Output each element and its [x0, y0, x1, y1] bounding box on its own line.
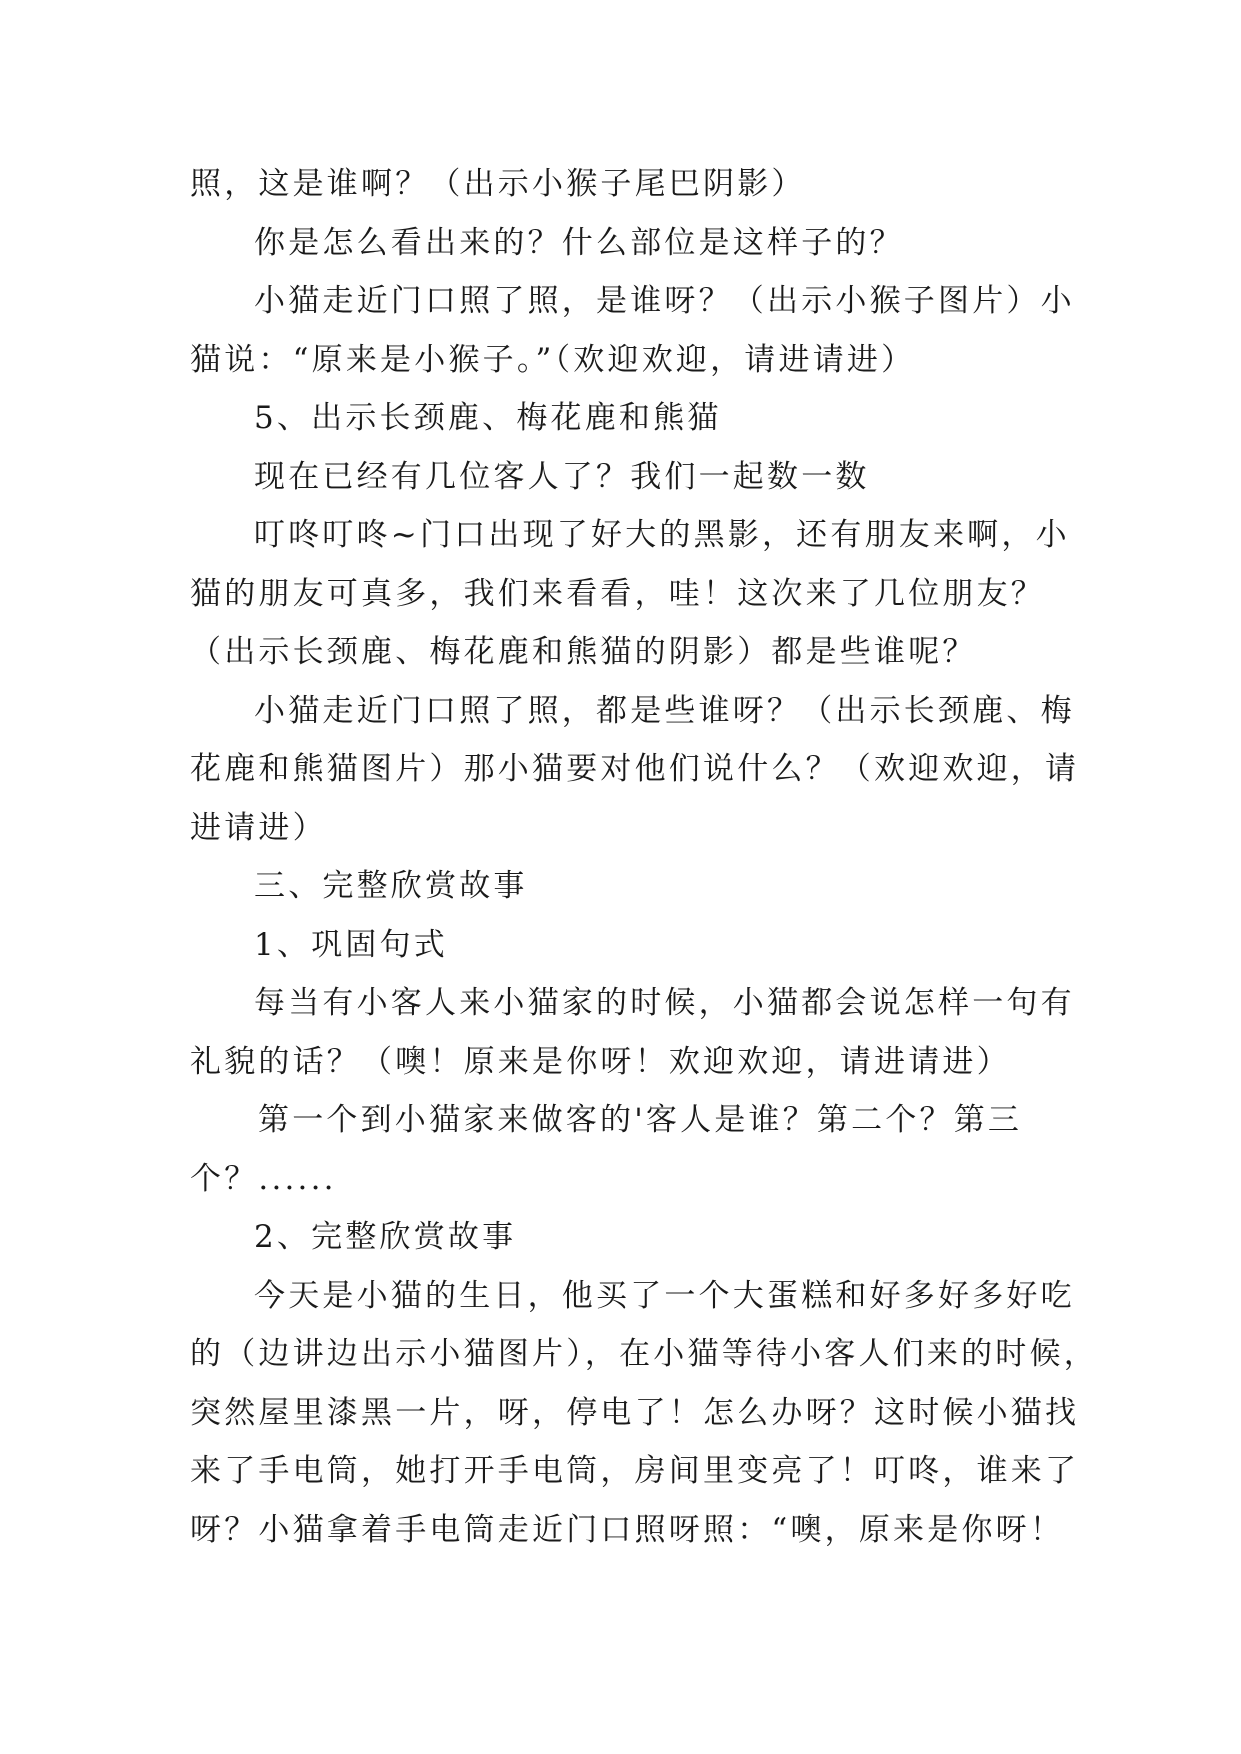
document-body [190, 155, 1098, 1559]
text-line: 现在已经有几位客人了？我们一起数一数 [254, 458, 870, 495]
text-line: 突然屋里漆黑一片，呀，停电了！怎么办呀？这时候小猫找 [190, 1394, 1080, 1431]
section-heading: 5、出示长颈鹿、梅花鹿和熊猫 [254, 400, 722, 436]
text-line: 猫的朋友可真多，我们来看看，哇！这次来了几位朋友？ [190, 575, 1045, 612]
text-line: 照，这是谁啊？（出示小猴子尾巴阴影） [190, 166, 806, 202]
text-line: 花鹿和熊猫图片）那小猫要对他们说什么？（欢迎欢迎，请 [190, 751, 1080, 787]
section-heading: 2、完整欣赏故事 [254, 1219, 517, 1255]
text-line: 进请进） [190, 809, 327, 846]
section-heading: 1、巩固句式 [254, 926, 448, 963]
text-line: 今天是小猫的生日，他买了一个大蛋糕和好多好多好吃 [254, 1277, 1075, 1314]
text-line: 礼貌的话？（噢！原来是你呀！欢迎欢迎，请进请进） [190, 1043, 1011, 1080]
text-line: 个？...... [190, 1160, 337, 1197]
text-line: 的（边讲边出示小猫图片），在小猫等待小客人们来的时候， [190, 1336, 1098, 1372]
text-line: 小猫走近门口照了照，都是些谁呀？（出示长颈鹿、梅 [254, 692, 1075, 729]
text-line: 来了手电筒，她打开手电筒，房间里变亮了！叮咚，谁来了 [190, 1453, 1080, 1489]
text-line: 第一个到小猫家来做客的'客人是谁？第二个？第三 [258, 1102, 1023, 1138]
text-line: 叮咚叮咚~门口出现了好大的黑影，还有朋友来啊，小 [254, 517, 1070, 553]
text-line: 呀？小猫拿着手电筒走近门口照呀照：“噢，原来是你呀！ [190, 1511, 1065, 1548]
text-line: 你是怎么看出来的？什么部位是这样子的？ [254, 224, 904, 261]
text-line: 小猫走近门口照了照，是谁呀？（出示小猴子图片）小 [254, 283, 1075, 319]
text-line: 每当有小客人来小猫家的时候，小猫都会说怎样一句有 [254, 985, 1075, 1021]
section-heading: 三、完整欣赏故事 [254, 868, 528, 904]
text-line: 猫说：“原来是小猴子。”（欢迎欢迎，请进请进） [190, 341, 916, 378]
text-line: （出示长颈鹿、梅花鹿和熊猫的阴影）都是些谁呢？ [190, 634, 977, 670]
